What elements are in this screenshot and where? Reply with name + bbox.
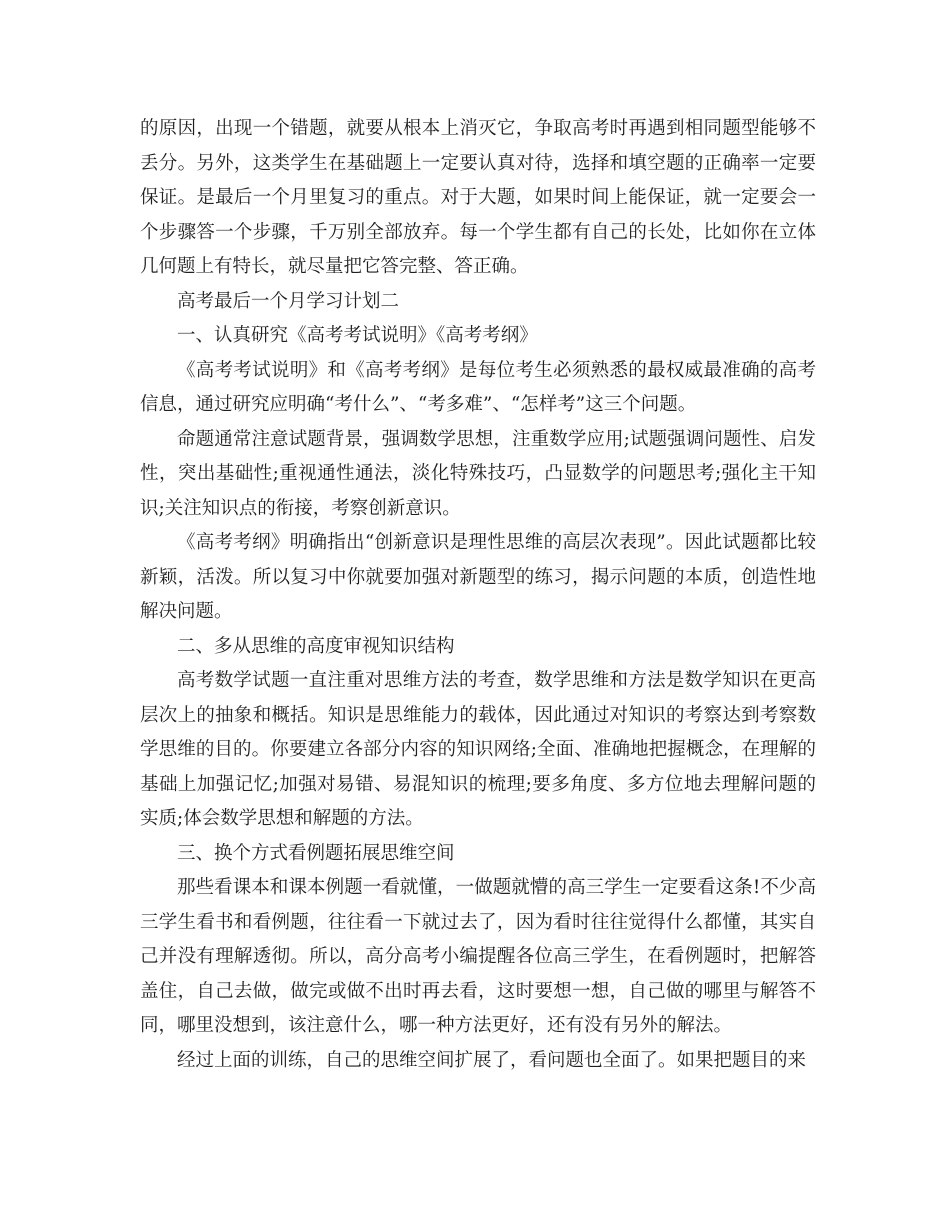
- paragraph-training: 经过上面的训练，自己的思维空间扩展了，看问题也全面了。如果把题目的来: [177, 1049, 807, 1071]
- paragraph-examples: 那些看课本和课本例题一看就懂，一做题就懵的高三学生一定要看这条!不少高三学生看书和看例题，往往看一下就过去了，因为看时往往觉得什么都懂，其实自己并没有理解透彻。所以，高分高考小编提醒各位高三学生，在看例题时，把解答盖住，自己去做，做完或做不出时再去看，这时要想一想，自己做的哪里与解答不同，哪里没想到，该注意什么，哪一种方法更好，还有没有另外的解法。: [140, 877, 816, 1036]
- heading-one: 一、认真研究《高考考试说明》《高考考纲》: [177, 325, 538, 346]
- document-page: [140, 112, 816, 1078]
- paragraph-exam-guide: 《高考考试说明》和《高考考纲》是每位考生必须熟悉的最权威最准确的高考信息，通过研究应明确“考什么”、“考多难”、“怎样考”这三个问题。: [140, 359, 816, 415]
- paragraph-thinking-methods: 高考数学试题一直注重对思维方法的考查，数学思维和方法是数学知识在更高层次上的抽象和概括。知识是思维能力的载体，因此通过对知识的考察达到考察数学思维的目的。你要建立各部分内容的知识网络;全面、准确地把握概念，在理解的基础上加强记忆;加强对易错、易混知识的梳理;要多角度、多方位地去理解问题的实质;体会数学思想和解题的方法。: [140, 670, 816, 829]
- paragraph-innovation: 《高考考纲》明确指出“创新意识是理性思维的高层次表现”。因此试题都比较新颖，活泼。所以复习中你就要加强对新题型的练习，揭示问题的本质，创造性地解决问题。: [140, 532, 816, 622]
- heading-two: 二、多从思维的高度审视知识结构: [177, 635, 455, 657]
- paragraph-continuation: 的原因，出现一个错题，就要从根本上消灭它，争取高考时再遇到相同题型能够不丢分。另外，这类学生在基础题上一定要认真对待，选择和填空题的正确率一定要保证。是最后一个月里复习的重点。对于大题，如果时间上能保证，就一定要会一个步骤答一个步骤，千万别全部放弃。每一个学生都有自己的长处，比如你在立体几何题上有特长，就尽量把它答完整、答正确。: [140, 118, 816, 277]
- paragraph-question-design: 命题通常注意试题背景，强调数学思想，注重数学应用;试题强调问题性、启发性，突出基础性;重视通性通法，淡化特殊技巧，凸显数学的问题思考;强化主干知识;关注知识点的衔接，考察创新意识。: [140, 428, 816, 519]
- heading-three: 三、换个方式看例题拓展思维空间: [177, 842, 455, 864]
- section-title-plan-two: 高考最后一个月学习计划二: [177, 290, 400, 312]
